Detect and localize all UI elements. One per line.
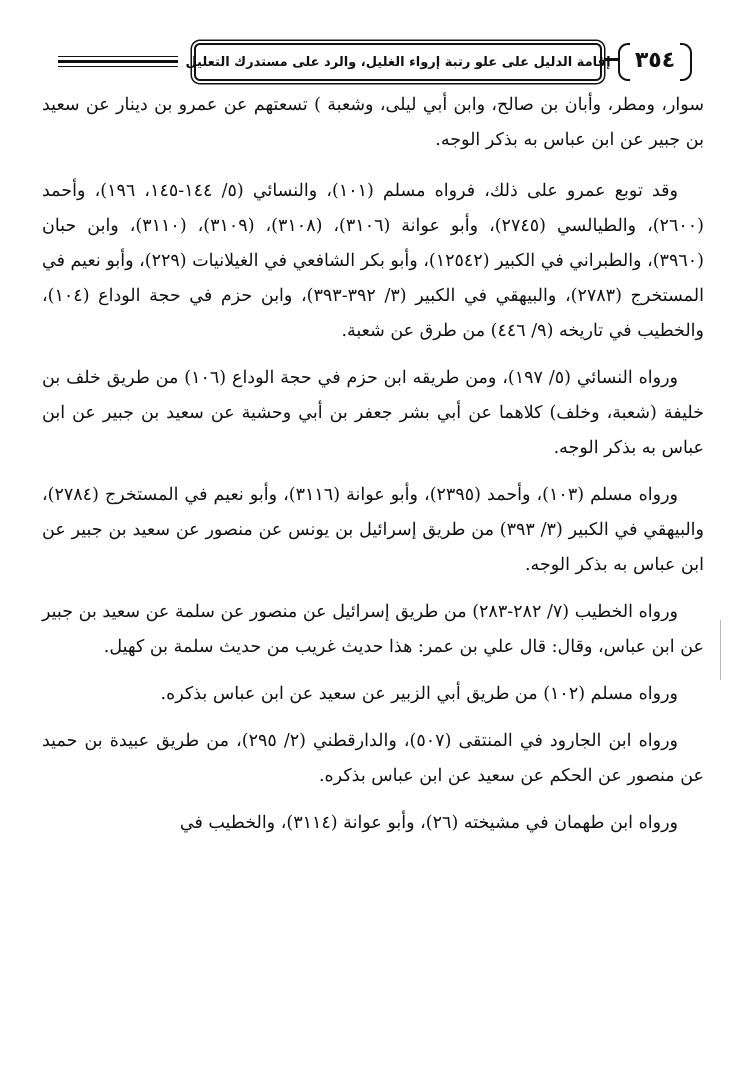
paragraph: ورواه ابن طهمان في مشيخته (٢٦)، وأبو عوانة (٣١١٤)، والخطيب في <box>179 813 678 833</box>
page-header <box>58 38 692 84</box>
paragraph: سوار، ومطر، وأبان بن صالح، وابن أبي ليلى، وشعبة ) تسعتهم عن عمرو بن دينار عن سعيد بن جبير عن ابن عباس به بذكر الوجه. <box>42 95 704 150</box>
page-body <box>42 88 704 853</box>
bracket-ornament <box>680 43 692 81</box>
paragraph: وقد توبع عمرو على ذلك، فرواه مسلم (١٠١)، والنسائي (٥/ ١٤٤-١٤٥، ١٩٦)، وأحمد (٢٦٠٠)، والطيالسي (٢٧٤٥)، وأبو عوانة (٣١٠٦)، (٣١٠٨)، (٣١٠٩)، (٣١١٠)، وابن حبان (٣٩٦٠)، والطبراني في الكبير (١٢٥٤٢)، وأبو بكر الشافعي في الغيلانيات (٢٢٩)، وأبو نعيم في المستخرج (٢٧٨٣)، والبيهقي في الكبير (٣/ ٣٩٢-٣٩٣)، وابن حزم في حجة الوداع (١٠٤)، والخطيب في تاريخه (٩/ ٤٤٦) من طرق عن شعبة. <box>42 181 704 341</box>
paragraph: ورواه ابن الجارود في المنتقى (٥٠٧)، والدارقطني (٢/ ٢٩٥)، من طريق عبيدة بن حميد عن منصور عن الحكم عن سعيد عن ابن عباس بذكره. <box>42 731 704 786</box>
paragraph: ورواه مسلم (١٠٢) من طريق أبي الزبير عن سعيد عن ابن عباس بذكره. <box>160 684 678 704</box>
bracket-ornament <box>618 43 630 81</box>
header-rule <box>58 66 178 67</box>
running-title: إقامة الدليل على علو رتبة إرواء الغليل، والرد على مستدرك التعليل <box>185 54 611 70</box>
header-rule <box>58 56 178 57</box>
page-number-box <box>618 43 692 77</box>
paragraph: ورواه النسائي (٥/ ١٩٧)، ومن طريقه ابن حزم في حجة الوداع (١٠٦) من طريق خلف بن خليفة (شعبة، وخلف) كلاهما عن أبي بشر جعفر بن أبي وحشية عن سعيد بن جبير عن ابن عباس به بذكر الوجه. <box>42 368 704 458</box>
paragraph: ورواه الخطيب (٧/ ٢٨٢-٢٨٣) من طريق إسرائيل عن منصور عن سلمة عن سعيد بن جبير عن ابن عباس، وقال: قال علي بن عمر: هذا حديث غريب من حديث سلمة بن كهيل. <box>42 602 704 657</box>
scan-margin-mark <box>720 620 721 680</box>
page-number: ٣٥٤ <box>634 47 676 73</box>
running-title-box <box>185 43 611 81</box>
header-rule <box>58 60 178 63</box>
paragraph: ورواه مسلم (١٠٣)، وأحمد (٢٣٩٥)، وأبو عوانة (٣١١٦)، وأبو نعيم في المستخرج (٢٧٨٤)، والبيهقي في الكبير (٣/ ٣٩٣) من طريق إسرائيل بن يونس عن منصور عن سعيد بن جبير عن ابن عباس به بذكر الوجه. <box>42 485 704 575</box>
